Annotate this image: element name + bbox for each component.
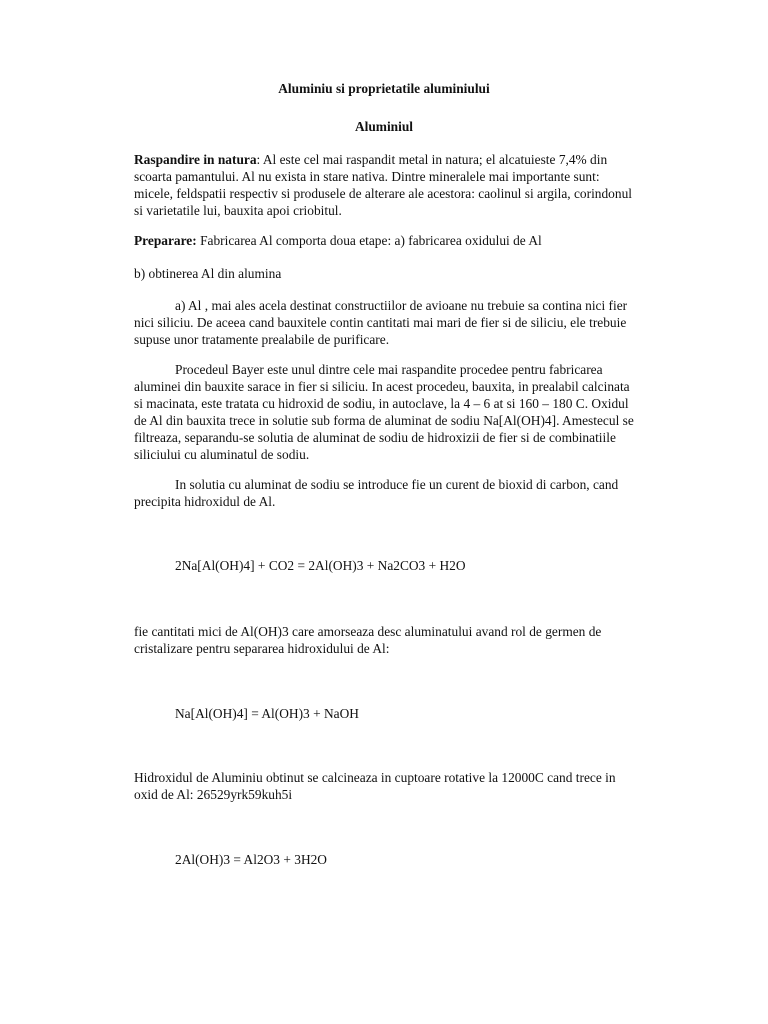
paragraph-spread bbox=[134, 151, 634, 219]
equation-3: 2Al(OH)3 = Al2O3 + 3H2O bbox=[175, 852, 327, 867]
paragraph-preparation bbox=[134, 232, 634, 249]
paragraph-step-b: b) obtinerea Al din alumina bbox=[134, 266, 282, 281]
prep-label: Preparare: bbox=[134, 233, 197, 248]
equation-2: Na[Al(OH)4] = Al(OH)3 + NaOH bbox=[175, 706, 359, 721]
document-subtitle: Aluminiul bbox=[354, 119, 414, 134]
paragraph-calcination: Hidroxidul de Aluminiu obtinut se calcineaza in cuptoare rotative la 12000C cand trece in oxid de Al: 26529yrk59kuh5i bbox=[134, 770, 616, 802]
prep-text: Fabricarea Al comporta doua etape: a) fabricarea oxidului de Al bbox=[196, 233, 542, 248]
paragraph-seed: fie cantitati mici de Al(OH)3 care amorseaza desc aluminatului avand rol de germen de cristalizare pentru separarea hidroxidului de Al: bbox=[134, 624, 602, 656]
spread-text: : Al este cel mai raspandit metal in natura; el alcatuieste 7,4% din scoarta pamantului. Al nu exista in stare nativa. Dintre mineralele mai importante sunt: micele, feldspatii respectiv si produsele de alterare ale acestora: caolinul si argila, corindonul si varietatile lui, bauxita apoi criobitul. bbox=[134, 152, 632, 218]
paragraph-bayer: Procedeul Bayer este unul dintre cele mai raspandite procedee pentru fabricarea aluminei din bauxite sarace in fier si siliciu. In acest procedeu, bauxita, in prealabil calcinata si macinata, este tratata cu hidroxid de sodiu, in autoclave, la 4 – 6 at si 160 – 180 C. Oxidul de Al din bauxita trece in solutie sub forma de aluminat de sodiu Na[Al(OH)4]. Amestecul se filtreaza, separandu-se solutia de aluminat de sodiu de hidroxizii de fier si de combinatiile siliciului cu aluminatul de sodiu. bbox=[134, 362, 634, 462]
paragraph-step-a: a) Al , mai ales acela destinat constructiilor de avioane nu trebuie sa contina nici fier nici siliciu. De aceea cand bauxitele contin cantitati mai mari de fier si de siliciu, ele trebuie supuse unor tratamente prealabile de purificare. bbox=[134, 298, 628, 347]
spread-label: Raspandire in natura bbox=[134, 152, 257, 167]
equation-1: 2Na[Al(OH)4] + CO2 = 2Al(OH)3 + Na2CO3 + H2O bbox=[175, 558, 466, 573]
document-title: Aluminiu si proprietatile aluminiului bbox=[278, 81, 490, 96]
paragraph-co2: In solutia cu aluminat de sodiu se introduce fie un curent de bioxid di carbon, cand precipita hidroxidul de Al. bbox=[134, 477, 619, 509]
